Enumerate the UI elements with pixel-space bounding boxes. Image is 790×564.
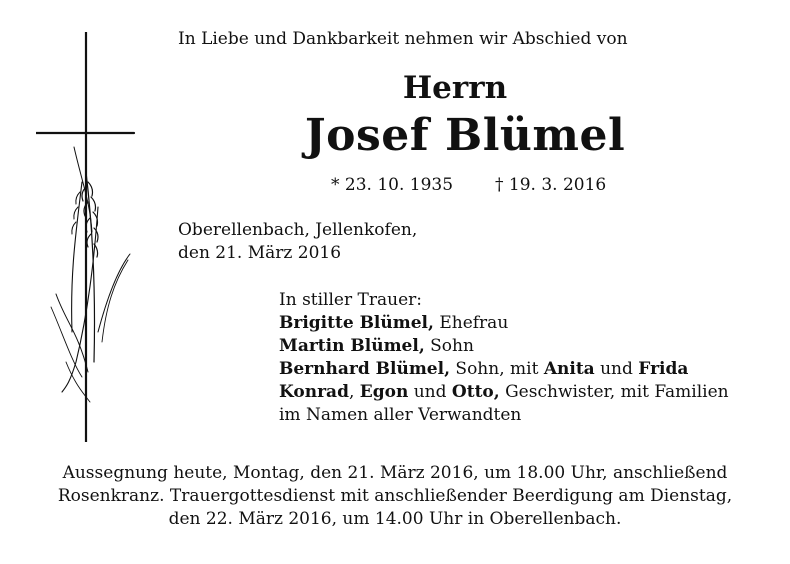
mourner-name: Bernhard Blümel, <box>279 359 451 379</box>
intro-text: In Liebe und Dankbarkeit nehmen wir Abschied von <box>178 29 628 49</box>
mourners-heading: In stiller Trauer: <box>279 290 422 310</box>
mourner-role: Sohn <box>424 336 474 356</box>
mourner-conjunction: und <box>408 382 452 402</box>
mourner-name: Anita <box>543 359 595 379</box>
mourners-block <box>279 289 729 427</box>
funeral-line: den 22. März 2016, um 14.00 Uhr in Oberellenbach. <box>168 509 622 529</box>
mourner-separator: , <box>348 382 360 402</box>
mourner-name: Konrad <box>279 382 349 402</box>
mourner-role: Ehefrau <box>433 313 509 333</box>
mourner-name: Brigitte Blümel, <box>279 313 434 333</box>
date-line: den 21. März 2016 <box>178 243 342 263</box>
mourner-name: Egon <box>359 382 409 402</box>
mourner-name: Otto, <box>451 382 500 402</box>
place-line: Oberellenbach, Jellenkofen, <box>178 220 418 240</box>
mourner-line <box>279 358 729 381</box>
mourner-role: Sohn, mit <box>450 359 544 379</box>
mourner-conjunction: und <box>594 359 639 379</box>
mourner-line <box>279 381 729 404</box>
mourner-role: Geschwister, mit Familien <box>499 382 729 402</box>
mourner-line <box>279 312 729 335</box>
salutation: Herrn <box>402 70 508 106</box>
funeral-line: Aussegnung heute, Montag, den 21. März 2016, um 18.00 Uhr, anschließend <box>62 463 728 483</box>
funeral-details <box>0 462 790 531</box>
mourner-name: Martin Blümel, <box>279 336 425 356</box>
place-and-date <box>178 219 417 265</box>
funeral-line: Rosenkranz. Trauergottesdienst mit anschließender Beerdigung am Dienstag, <box>57 486 733 506</box>
mourner-line <box>279 335 729 358</box>
death-date: † 19. 3. 2016 <box>495 175 607 195</box>
birth-date: * 23. 10. 1935 <box>331 175 454 195</box>
mourner-name: Frida <box>638 359 689 379</box>
deceased-name: Josef Blümel <box>304 110 626 161</box>
mourners-closing: im Namen aller Verwandten <box>279 405 522 425</box>
